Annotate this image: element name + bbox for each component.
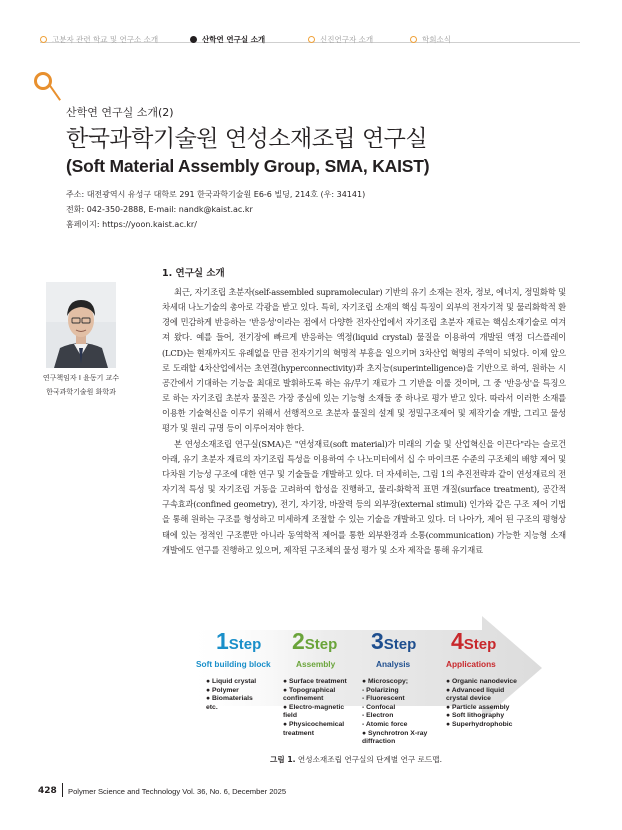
step-4-word: Step (463, 636, 497, 653)
profile-name: 연구책임자 I 윤동기 교수 (42, 374, 120, 382)
list-item: ● Advanced liquid (446, 686, 505, 694)
section-heading: 1. 연구실 소개 (162, 268, 225, 279)
nav-item-label: 학회소식 (422, 35, 451, 44)
nav-dot-icon (410, 36, 417, 43)
nav-item-label: 고분자 관련 학교 및 연구소 소개 (52, 35, 159, 44)
step-3-word: Step (383, 636, 417, 653)
nav-item-labs[interactable] (190, 34, 265, 45)
step-2-items (283, 678, 347, 738)
list-item: ● Organic nanodevice (446, 678, 517, 685)
figure-caption (270, 754, 442, 765)
list-item: crystal device (446, 695, 491, 703)
nav-dot-icon (190, 36, 197, 43)
list-item: ● Topographical (283, 686, 336, 694)
ring-stem-ornament (49, 85, 61, 101)
list-item: ● Particle assembly (446, 703, 510, 711)
contact: 전화: 042-350-2888, E-mail: nandk@kaist.ac.kr (66, 205, 253, 214)
step-2-label: Assembly (296, 659, 336, 669)
list-item: etc. (206, 703, 218, 711)
step-4-title (451, 628, 496, 655)
list-item: ● Surface treatment (283, 678, 347, 685)
nav-dot-icon (308, 36, 315, 43)
list-item: - Fluorescent (362, 695, 405, 703)
step-4-label: Applications (446, 659, 496, 669)
step-3-title (371, 628, 416, 655)
english-title: (Soft Material Assembly Group, SMA, KAIST) (66, 156, 430, 176)
step-1-title (216, 628, 261, 655)
step-2-number: 2 (292, 628, 305, 654)
step-3-items (362, 678, 427, 747)
list-item: - Electron (362, 712, 394, 720)
nav-item-label: 신진연구자 소개 (320, 35, 374, 44)
nav-item-label: 산학연 연구실 소개 (202, 35, 266, 44)
list-item: ● Biomaterials (206, 695, 253, 703)
list-item: ● Synchrotron X-ray (362, 729, 428, 737)
paragraph-1: 최근, 자기조립 초분자(self-assembled supramolecular) 기반의 유기 소재는 전자, 정보, 에너지, 정밀화학 및 차세대 나노기술의 총아로 각광을 받고 있다. 특히, 자기조립 소재의 핵심 특징이 외부의 전자기적 및 물리화학적 환경에 민감하게 반응하는 '반응성'이라는 점에서 다양한 전자산업에서 자기조립 초분자 재료는 핵심소재기술로 여겨져 왔다. 예를 들어, 전기장에 빠르게 반응하는 액정(liquid crystal) 물질을 이용하여 개발된 액정 디스플레이(LCD)는 현재까지도 유례없을 만큼 전자기기의 혁명적 부흥을 일으키며 3차산업 혁명의 주역이 되었다. 이제 앞으로 도래할 4차산업에서는 초연결(hyperconnectivity)과 초지능(superintelligence)을 기반으로 하여, 원하는 시공간에서 기대하는 기능을 최대로 발휘하도록 하는 유/무기 재료가 그 기반을 이룰 것이며, 그 중 '반응성'을 특징으로 하는 자기조립 초분자 물질은 가장 중심에 있는 기능형 소재들 중 하나로 평가 받고 있다. 따라서 이러한 소재를 이용한 기술혁신을 이루기 위해서 선행적으로 초분자 물질의 설계 및 정밀구조제어 및 제작기술 개발, 그리고 물성 평가 및 원리 규명 등이 이루어져야 한다. (162, 287, 566, 434)
page-number: 428 (38, 786, 57, 796)
paragraph-2: 본 연성소재조립 연구실(SMA)은 "연성재료(soft material)가 미래의 기술 및 산업혁신을 이끈다"라는 슬로건 아래, 유기 초분자 재료의 자기조립 특성을 이용하여 수 나노미터에서 십 수 마이크론 수준의 구조체의 배향 제어 및 다차원 기능성 구조에 대한 연구 및 기술들을 개발하고 있다. 더 자세히는, 그림 1의 추진전략과 같이 연성재료의 전자기적 특성 및 자기조립 거동을 고려하여 합성을 진행하고, 물리-화학적 표면 개질(surface treatment), 공간적 구속효과(confined geometry), 전기, 자기장, 바잘력 등의 외부장(external stimuli) 인가와 같은 구조 제어 기법을 통해 원하는 구조를 형성하고 미세하게 조절할 수 있는 기술을 개발하고 있다. 더 나아가, 제어 된 구조의 평형상태에 있는 정적인 구조뿐만 아니라 동역학적 제어를 통한 외부환경과 소통(communication) 가능한 지능형 소재 개발에도 연구를 진행하고 있으며, 제작된 구조체의 물성 평가 및 소자 제작을 통해 유기재료 (162, 438, 566, 555)
step-1-items (206, 678, 256, 712)
profile-caption-name (18, 373, 144, 383)
nav-item-researchers[interactable] (308, 34, 373, 45)
page-title: 한국과학기술원 연성소재조립 연구실 (66, 126, 428, 152)
figure-caption-text: 연성소재조립 연구실의 단계별 연구 로드맵. (297, 755, 443, 764)
list-item: ● Polymer (206, 686, 239, 694)
step-1-label: Soft building block (196, 659, 271, 669)
nav-dot-icon (40, 36, 47, 43)
list-item: - Atomic force (362, 720, 408, 728)
footer-divider (62, 783, 63, 797)
body-text (162, 285, 566, 558)
profile-photo (46, 282, 116, 368)
step-4-number: 4 (451, 628, 464, 654)
list-item: ● Soft lithography (446, 712, 505, 720)
list-item: treatment (283, 729, 314, 737)
step-3-number: 3 (371, 628, 384, 654)
figure-caption-label: 그림 1. (270, 755, 296, 764)
nav-item-schools[interactable] (40, 34, 158, 45)
step-2-title (292, 628, 337, 655)
step-2-word: Step (304, 636, 338, 653)
step-1-number: 1 (216, 628, 229, 654)
list-item: ● Physicochemical (283, 720, 345, 728)
article-subtitle: 산학연 연구실 소개(2) (66, 106, 174, 119)
list-item: ● Microscopy; (362, 678, 409, 685)
list-item: ● Electro-magnetic (283, 703, 345, 711)
step-4-items (446, 678, 517, 730)
journal-citation: Polymer Science and Technology Vol. 36, No. 6, December 2025 (68, 787, 287, 796)
list-item: diffraction (362, 738, 396, 746)
step-1-word: Step (228, 636, 262, 653)
list-item: field (283, 712, 297, 720)
nav-item-news[interactable] (410, 34, 451, 45)
list-item: - Polarizing (362, 686, 399, 694)
list-item: ● Superhydrophobic (446, 720, 513, 728)
address: 주소: 대전광역시 유성구 대학로 291 한국과학기술원 E6-6 빌딩, 214호 (우: 34141) (66, 190, 366, 199)
step-3-label: Analysis (376, 659, 411, 669)
list-item: ● Liquid crystal (206, 678, 257, 685)
list-item: - Confocal (362, 703, 396, 711)
homepage[interactable]: 홈페이지: https://yoon.kaist.ac.kr/ (66, 220, 197, 229)
list-item: confinement (283, 695, 324, 703)
profile-caption-affiliation: 한국과학기술원 화학과 (46, 388, 116, 396)
